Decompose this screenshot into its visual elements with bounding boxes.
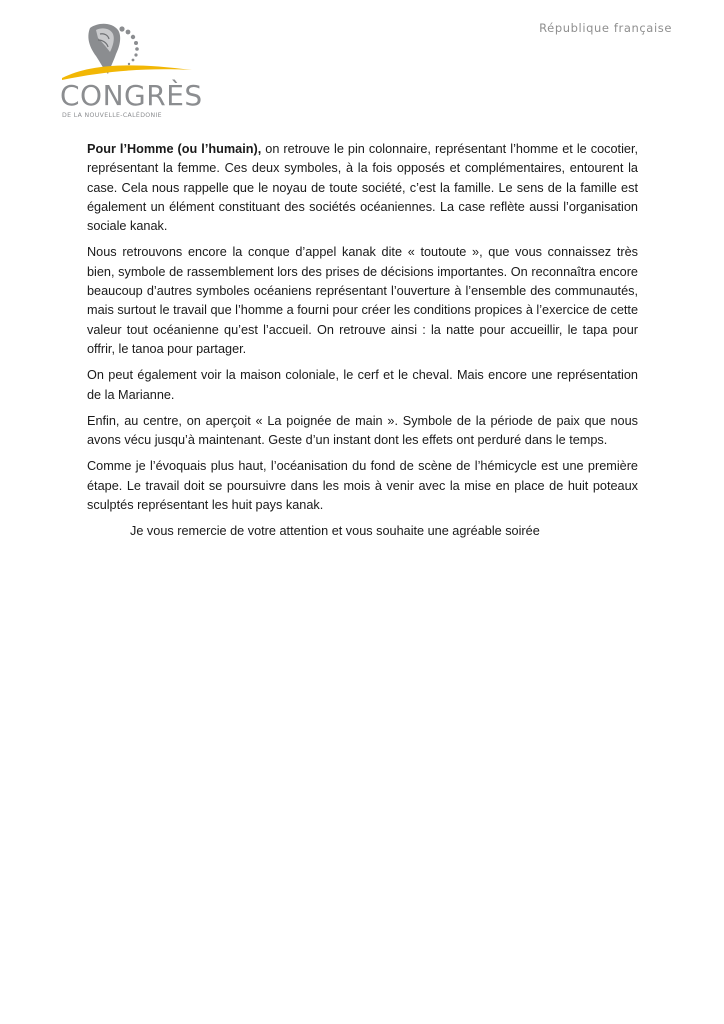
paragraph xyxy=(87,140,638,236)
logo-title: CONGRÈS xyxy=(60,79,203,112)
paragraph-text: on retrouve le pin colonnaire, représentant l’homme et le cocotier, représentant la femme. Ces deux symboles, à la fois opposés et complémentaires, entourent la case. Cela nous rappelle que le noyau de toute société, c’est la famille. Le sens de la famille est également un élément constituant des sociétés océaniennes. La case reflète aussi l’organisation sociale kanak. xyxy=(87,142,638,234)
paragraph: Comme je l’évoquais plus haut, l’océanisation du fond de scène de l’hémicycle est une première étape. Le travail doit se poursuivre dans les mois à venir avec la mise en place de huit poteaux sculptés représentant les huit pays kanak. xyxy=(87,459,638,513)
paragraph: Nous retrouvons encore la conque d’appel kanak dite « toutoute », que vous connaissez très bien, symbole de rassemblement lors des prises de décisions importantes. On reconnaîtra encore beaucoup d’autres symboles océaniens représentant l’ouverture à l’ensemble des communautés, mais surtout le travail que l’homme a fourni pour créer les conditions propices à l’exercice de cette valeur tout océanienne qu’est l’accueil. On retrouve ainsi : la natte pour accueillir, le tapa pour offrir, le tanoa pour partager. xyxy=(87,245,638,356)
document-body xyxy=(87,140,638,549)
logo-subtitle: DE LA NOUVELLE-CALÉDONIE xyxy=(62,112,162,119)
conch-shell-icon xyxy=(60,20,195,82)
closing-remark: Je vous remercie de votre attention et vous souhaite une agréable soirée xyxy=(130,524,540,539)
paragraph-lead: Pour l’Homme (ou l’humain), xyxy=(87,142,262,156)
congres-logo xyxy=(60,20,203,125)
country-label: République française xyxy=(539,21,672,35)
paragraph: On peut également voir la maison coloniale, le cerf et le cheval. Mais encore une représentation de la Marianne. xyxy=(87,368,638,402)
paragraph: Enfin, au centre, on aperçoit « La poignée de main ». Symbole de la période de paix que nous avons vécu jusqu’à maintenant. Geste d’un instant dont les effets ont perduré dans le temps. xyxy=(87,413,638,448)
